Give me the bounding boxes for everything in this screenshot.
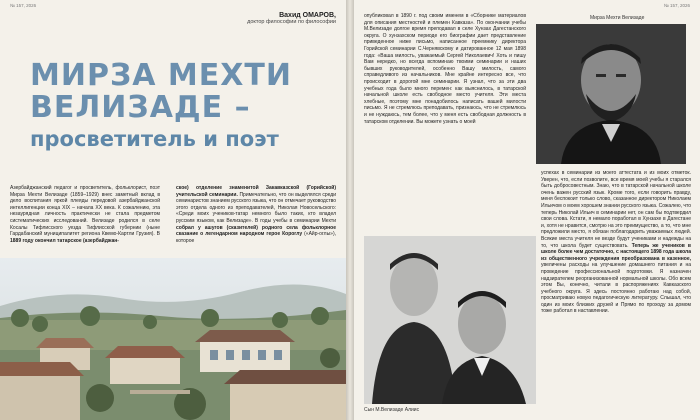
village-landscape-photo [0,258,346,420]
article-subtitle: просветитель и поэт [30,127,279,151]
right-col2-text: успехах в семинарии из моего аттестата и из моих отметок. Уверен, что, если позволите, все время моей учебы я старался быть добросовестным. Знаю, что в татарской начальной школе очень важен русский язык. Кроме того, если говорить правду, меня беспокоит только слово, сказанное директором Николаем Ильичом о моем хорошем знании русского языка. Сожалею, что теперь Николай Ильич в семинарии нет, он сам бы подтвердил свои слова. Кстати, я немало поработал в Хунзахе в Дагестане и, хотя не нравится, смотрю на это преимущество, а то, что мне предложили место, я обязан поблагодарить уважаемых людей. Всякие места учителя не везде будут учениками и надежды на то, что школа будет существовать. [541,170,691,249]
title-line-2: ВЕЛИЗАДЕ – [30,90,251,125]
spread-gutter [346,0,354,420]
issue-label-right: № 157, 2026 [663,3,690,8]
right-page [354,0,700,420]
son-photo [364,236,536,404]
left-column-1 [10,185,160,244]
issue-label-left: № 157, 2026 [10,3,37,8]
right-column-1 [364,13,526,125]
left-col1-bold: 1889 году окончил татарское (азербайджан- [10,237,119,244]
left-col2-bold-2: собрал у ашугов (сказителей) родного села фольклорное сказание о легендарном народном герое Короглу [176,224,336,238]
left-col2-text: Примечательно, что он выделялся среди семинаристов знанием русского языка, что он отмечает руководство этого отдела одного из преподавателей, Николая Новосельского: «Среди моих учеников-татар немного было таких, кто владел русским языком, как Велизаде». В годы учебы в семинарии Мехти [176,191,336,224]
right-col2-tail: увеличены расходы на улучшение домашнего питания и на проведение профессиональной подготовки. Я назначен надзирателем реорганизованной нормальной школы. Обо всем этом Вы, конечно, читали в распоряжениях Кавказского учебного округа. Я здесь постоянно работаю над собой, просматриваю новую педагогическую литературу. Слышал, что один из моих близких друзей и Прямо по проходу за домом тоже работал в наставлении. [541,262,691,315]
article-title [30,60,292,124]
left-page [0,0,346,420]
left-column-2 [176,185,336,244]
son-photo-caption: Сын М.Велизаде Алиис [364,407,420,413]
author-block [247,12,336,25]
right-column-2 [541,170,691,315]
left-col2-tail: («Айр-оглы»), которое [176,231,337,244]
left-col2-bold-1: ское) отделение знаменитой Закавказской (Горийской) учительской семинарии. [176,185,336,198]
portrait-photo [536,24,686,164]
portrait-caption: Мирза Мехти Велизаде [590,15,645,21]
left-col1-text: Азербайджанский педагог и просветитель, фольклорист, поэт Мирза Мехти Велизаде (1859–1929) внес заметный вклад в дело воспитания яркой плеяды передовой азербайджанской интеллигенции конца XIX – начала XX века. К сожалению, эта незаурядная личность практически не стала предметом систематических исследований. Велизаде родился в селе Косалы Тифлисского уезда Тифлисской губернии (ныне Гардабанский муниципалитет региона Квемо-Картли Грузия). В [10,185,160,238]
author-role: доктор философии по философии [247,19,336,25]
title-line-1: МИРЗА МЕХТИ [30,58,292,93]
right-col2-bold: Теперь же учеников в школе более чем достаточно, с настоящего 1898 года школа из общественного учреждения преобразована в казенное, [541,242,692,262]
author-name: Вахид ОМАРОВ, [279,12,336,19]
right-col1-text: опубликовал в 1890 г. под своим именем в «Сборнике материалов для описания местностей и племен Кавказа». По окончании учебы М.Велизаде долгое время преподавал в селе Хунзах Дагестанского округа. О хунзахском периоде его биографии дает представление приведенное ниже письмо, написанное преемнику директора Горийской семинарии С.Чернявскому и датированное 12 мая 1898 года: «Ваша милость, уважаемый Сергей Николаевич! Хоть и пишу Вам нередко, но всегда вспоминаю твоими семинарии и наших бывших руководителей, особенно Вашу милость, самого справедливого из начальников. Мне крайне интересно все, что происходит в дорогой мне семинарии. Я узнал, что за эти два учебных года было много перемен: как выяснилось, в татарской начальной школе есть свободное место учителя. Эти места хлебные, поэтому мне понадобилось написать вашей милости письмо. Я не стремлюсь преподавать, признаюсь, что не стремлюсь и не нуждаюсь, тем более, что у меня есть свободная должность в татарском отделении. Вы можете узнать о моей [364,13,526,125]
